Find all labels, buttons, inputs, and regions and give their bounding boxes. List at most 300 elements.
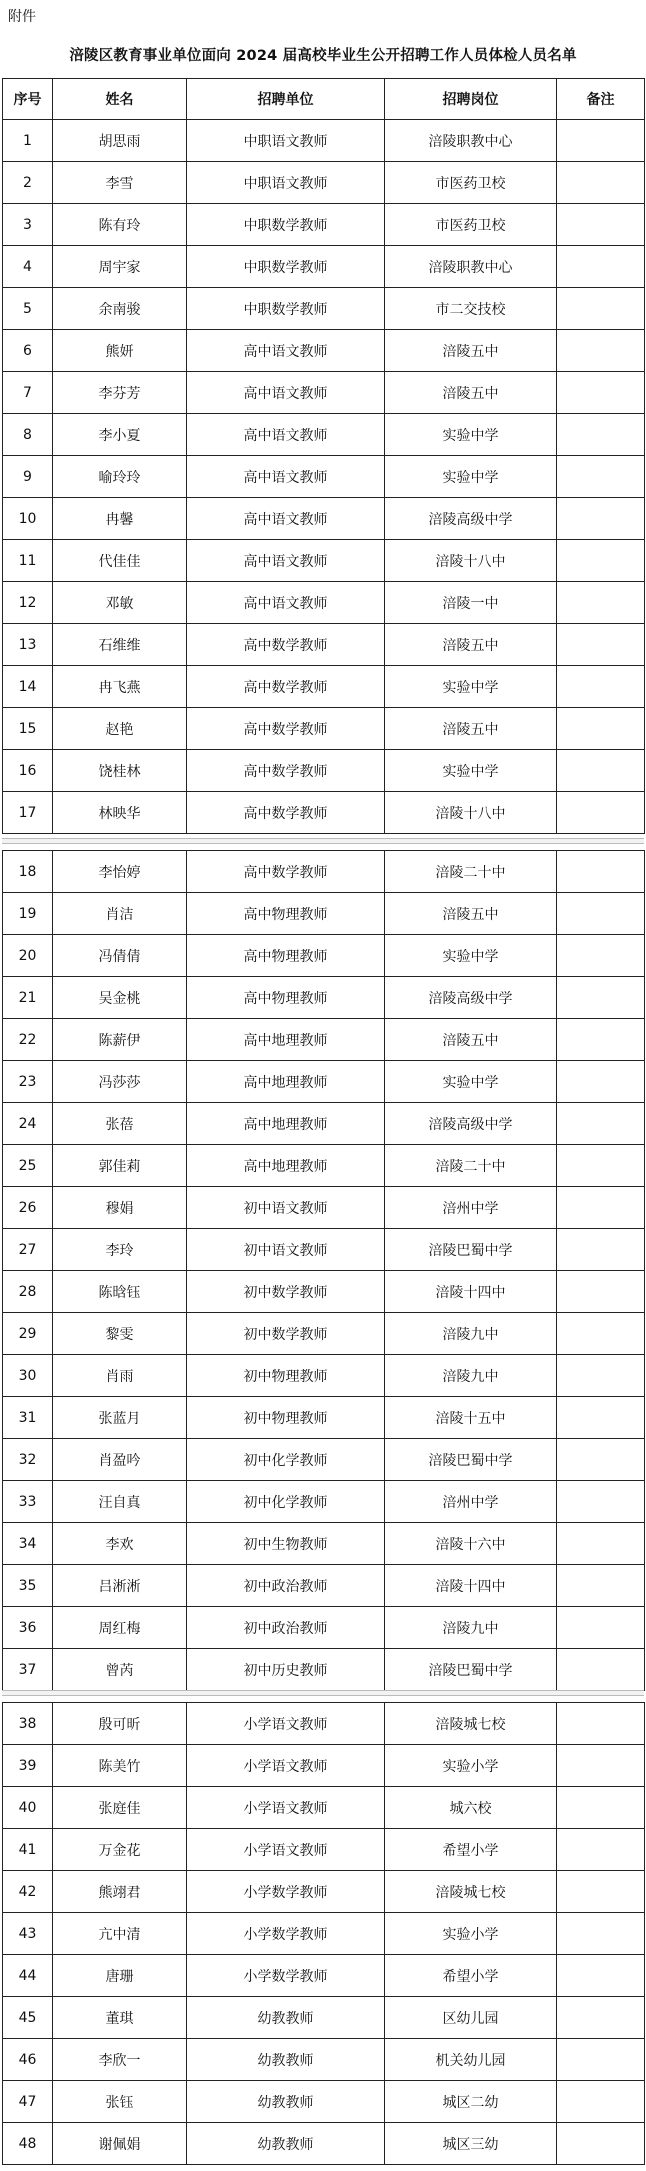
cell-post: 涪陵九中 [385, 1607, 557, 1649]
cell-unit: 高中语文教师 [187, 414, 385, 456]
cell-post: 涪陵五中 [385, 330, 557, 372]
table-row [3, 498, 645, 540]
cell-remark [557, 456, 645, 498]
cell-post: 涪陵九中 [385, 1355, 557, 1397]
cell-post: 市医药卫校 [385, 162, 557, 204]
cell-number: 40 [3, 1787, 53, 1829]
cell-name: 李芬芳 [53, 372, 187, 414]
cell-name: 李欢 [53, 1523, 187, 1565]
cell-name: 喻玲玲 [53, 456, 187, 498]
table-row [3, 1913, 645, 1955]
cell-post: 涪陵职教中心 [385, 120, 557, 162]
cell-name: 代佳佳 [53, 540, 187, 582]
cell-post: 涪陵高级中学 [385, 498, 557, 540]
cell-unit: 中职语文教师 [187, 162, 385, 204]
cell-number: 18 [3, 851, 53, 893]
cell-number: 44 [3, 1955, 53, 1997]
cell-number: 39 [3, 1745, 53, 1787]
table-row [3, 1745, 645, 1787]
cell-unit: 高中数学教师 [187, 750, 385, 792]
cell-number: 34 [3, 1523, 53, 1565]
document-title: 涪陵区教育事业单位面向 2024 届高校毕业生公开招聘工作人员体检人员名单 [69, 48, 577, 64]
cell-unit: 中职数学教师 [187, 246, 385, 288]
table-row [3, 1439, 645, 1481]
cell-remark [557, 624, 645, 666]
table-row [3, 1481, 645, 1523]
table-row [3, 1787, 645, 1829]
cell-unit: 高中语文教师 [187, 540, 385, 582]
cell-number: 11 [3, 540, 53, 582]
candidate-table [2, 78, 645, 834]
cell-post: 涪陵二十中 [385, 851, 557, 893]
cell-name: 陈晗钰 [53, 1271, 187, 1313]
cell-unit: 高中物理教师 [187, 977, 385, 1019]
cell-unit: 高中地理教师 [187, 1145, 385, 1187]
cell-unit: 初中物理教师 [187, 1397, 385, 1439]
cell-unit: 高中语文教师 [187, 456, 385, 498]
cell-remark [557, 1145, 645, 1187]
cell-remark [557, 666, 645, 708]
table-row [3, 1019, 645, 1061]
cell-name: 赵艳 [53, 708, 187, 750]
table-row [3, 246, 645, 288]
cell-remark [557, 540, 645, 582]
cell-remark [557, 2081, 645, 2123]
cell-remark [557, 204, 645, 246]
cell-number: 30 [3, 1355, 53, 1397]
cell-number: 13 [3, 624, 53, 666]
table-row [3, 708, 645, 750]
cell-name: 肖洁 [53, 893, 187, 935]
cell-name: 万金花 [53, 1829, 187, 1871]
cell-unit: 小学数学教师 [187, 1955, 385, 1997]
cell-number: 1 [3, 120, 53, 162]
cell-post: 涪陵二十中 [385, 1145, 557, 1187]
cell-post: 实验中学 [385, 1061, 557, 1103]
cell-number: 42 [3, 1871, 53, 1913]
cell-name: 李欣一 [53, 2039, 187, 2081]
table-row [3, 1145, 645, 1187]
cell-post: 涪州中学 [385, 1187, 557, 1229]
cell-unit: 初中历史教师 [187, 1649, 385, 1691]
cell-number: 7 [3, 372, 53, 414]
cell-post: 希望小学 [385, 1955, 557, 1997]
cell-unit: 初中语文教师 [187, 1229, 385, 1271]
cell-remark [557, 1955, 645, 1997]
cell-name: 陈美竹 [53, 1745, 187, 1787]
table-row [3, 330, 645, 372]
cell-post: 涪陵五中 [385, 624, 557, 666]
cell-unit: 初中生物教师 [187, 1523, 385, 1565]
table-row [3, 1829, 645, 1871]
table-row [3, 120, 645, 162]
table-row [3, 372, 645, 414]
cell-name: 邓敏 [53, 582, 187, 624]
cell-name: 冯倩倩 [53, 935, 187, 977]
page-separator [2, 838, 644, 844]
cell-remark [557, 1061, 645, 1103]
table-row [3, 1187, 645, 1229]
cell-number: 24 [3, 1103, 53, 1145]
cell-unit: 高中语文教师 [187, 330, 385, 372]
cell-name: 石维维 [53, 624, 187, 666]
cell-unit: 高中数学教师 [187, 851, 385, 893]
cell-unit: 小学语文教师 [187, 1745, 385, 1787]
cell-unit: 小学语文教师 [187, 1703, 385, 1745]
cell-remark [557, 1913, 645, 1955]
cell-post: 涪陵巴蜀中学 [385, 1439, 557, 1481]
cell-remark [557, 1229, 645, 1271]
cell-post: 涪陵城七校 [385, 1703, 557, 1745]
cell-number: 19 [3, 893, 53, 935]
cell-remark [557, 2123, 645, 2165]
cell-remark [557, 288, 645, 330]
cell-number: 17 [3, 792, 53, 834]
cell-unit: 幼教教师 [187, 2123, 385, 2165]
table-header-row [3, 79, 645, 120]
cell-post: 涪陵十四中 [385, 1565, 557, 1607]
cell-remark [557, 977, 645, 1019]
cell-post: 涪陵高级中学 [385, 977, 557, 1019]
cell-name: 林映华 [53, 792, 187, 834]
table-page-2 [2, 850, 644, 1691]
table-row [3, 414, 645, 456]
cell-remark [557, 120, 645, 162]
cell-number: 6 [3, 330, 53, 372]
cell-remark [557, 1019, 645, 1061]
cell-name: 穆娟 [53, 1187, 187, 1229]
cell-name: 亢中清 [53, 1913, 187, 1955]
cell-name: 李雪 [53, 162, 187, 204]
cell-name: 熊妍 [53, 330, 187, 372]
cell-number: 12 [3, 582, 53, 624]
cell-unit: 初中化学教师 [187, 1481, 385, 1523]
cell-number: 28 [3, 1271, 53, 1313]
cell-number: 32 [3, 1439, 53, 1481]
table-row [3, 1229, 645, 1271]
cell-remark [557, 582, 645, 624]
cell-post: 市二交技校 [385, 288, 557, 330]
cell-name: 郭佳莉 [53, 1145, 187, 1187]
table-row [3, 624, 645, 666]
cell-number: 35 [3, 1565, 53, 1607]
table-row [3, 204, 645, 246]
cell-name: 吴金桃 [53, 977, 187, 1019]
cell-name: 黎雯 [53, 1313, 187, 1355]
cell-remark [557, 372, 645, 414]
candidate-table-continued [2, 1702, 645, 2165]
cell-remark [557, 1649, 645, 1691]
cell-name: 肖盈吟 [53, 1439, 187, 1481]
cell-number: 9 [3, 456, 53, 498]
cell-remark [557, 330, 645, 372]
cell-name: 饶桂林 [53, 750, 187, 792]
table-row [3, 1271, 645, 1313]
cell-unit: 初中语文教师 [187, 1187, 385, 1229]
cell-post: 实验小学 [385, 1745, 557, 1787]
cell-number: 46 [3, 2039, 53, 2081]
table-row [3, 1997, 645, 2039]
cell-post: 实验中学 [385, 935, 557, 977]
cell-unit: 幼教教师 [187, 2081, 385, 2123]
cell-name: 李小夏 [53, 414, 187, 456]
cell-post: 涪陵十四中 [385, 1271, 557, 1313]
cell-remark [557, 162, 645, 204]
cell-unit: 中职语文教师 [187, 120, 385, 162]
table-row [3, 2081, 645, 2123]
table-row [3, 1103, 645, 1145]
cell-unit: 高中地理教师 [187, 1103, 385, 1145]
cell-post: 涪陵巴蜀中学 [385, 1229, 557, 1271]
table-row [3, 1649, 645, 1691]
cell-unit: 初中物理教师 [187, 1355, 385, 1397]
table-row [3, 1955, 645, 1997]
cell-remark [557, 1103, 645, 1145]
cell-unit: 高中数学教师 [187, 708, 385, 750]
table-row [3, 540, 645, 582]
cell-unit: 高中数学教师 [187, 666, 385, 708]
table-row [3, 288, 645, 330]
table-page-1 [2, 78, 644, 834]
cell-remark [557, 1313, 645, 1355]
cell-post: 区幼儿园 [385, 1997, 557, 2039]
cell-unit: 小学数学教师 [187, 1913, 385, 1955]
cell-remark [557, 1997, 645, 2039]
cell-number: 23 [3, 1061, 53, 1103]
table-row [3, 893, 645, 935]
cell-post: 希望小学 [385, 1829, 557, 1871]
cell-remark [557, 1871, 645, 1913]
cell-name: 汪自真 [53, 1481, 187, 1523]
table-row [3, 582, 645, 624]
cell-remark [557, 1397, 645, 1439]
cell-remark [557, 708, 645, 750]
cell-name: 肖雨 [53, 1355, 187, 1397]
cell-remark [557, 246, 645, 288]
cell-unit: 初中政治教师 [187, 1607, 385, 1649]
cell-name: 周宇家 [53, 246, 187, 288]
cell-unit: 中职数学教师 [187, 204, 385, 246]
table-row [3, 750, 645, 792]
cell-post: 涪陵高级中学 [385, 1103, 557, 1145]
cell-number: 15 [3, 708, 53, 750]
table-row [3, 2039, 645, 2081]
cell-name: 张钰 [53, 2081, 187, 2123]
page-separator [2, 1690, 644, 1696]
cell-unit: 高中物理教师 [187, 935, 385, 977]
cell-unit: 高中数学教师 [187, 624, 385, 666]
cell-name: 胡思雨 [53, 120, 187, 162]
cell-number: 36 [3, 1607, 53, 1649]
cell-number: 33 [3, 1481, 53, 1523]
cell-remark [557, 498, 645, 540]
cell-number: 8 [3, 414, 53, 456]
cell-remark [557, 1745, 645, 1787]
cell-number: 47 [3, 2081, 53, 2123]
cell-unit: 小学数学教师 [187, 1871, 385, 1913]
cell-name: 冉馨 [53, 498, 187, 540]
table-row [3, 1565, 645, 1607]
cell-remark [557, 750, 645, 792]
cell-post: 实验中学 [385, 666, 557, 708]
table-row [3, 1871, 645, 1913]
cell-number: 45 [3, 1997, 53, 2039]
header-remark: 备注 [557, 79, 645, 120]
table-row [3, 162, 645, 204]
cell-name: 李怡婷 [53, 851, 187, 893]
cell-remark [557, 1829, 645, 1871]
cell-post: 涪陵九中 [385, 1313, 557, 1355]
cell-post: 涪陵五中 [385, 1019, 557, 1061]
header-name: 姓名 [53, 79, 187, 120]
cell-number: 27 [3, 1229, 53, 1271]
cell-post: 涪陵十八中 [385, 540, 557, 582]
cell-number: 20 [3, 935, 53, 977]
cell-post: 实验中学 [385, 414, 557, 456]
header-unit: 招聘单位 [187, 79, 385, 120]
cell-name: 冉飞燕 [53, 666, 187, 708]
table-row [3, 935, 645, 977]
cell-post: 涪陵城七校 [385, 1871, 557, 1913]
cell-number: 21 [3, 977, 53, 1019]
cell-post: 涪陵五中 [385, 372, 557, 414]
cell-post: 涪陵十五中 [385, 1397, 557, 1439]
cell-remark [557, 1523, 645, 1565]
candidate-table-continued [2, 850, 645, 1691]
cell-post: 机关幼儿园 [385, 2039, 557, 2081]
cell-post: 涪陵一中 [385, 582, 557, 624]
cell-number: 2 [3, 162, 53, 204]
cell-name: 唐珊 [53, 1955, 187, 1997]
table-row [3, 1523, 645, 1565]
cell-remark [557, 851, 645, 893]
cell-unit: 高中语文教师 [187, 498, 385, 540]
cell-name: 吕淅淅 [53, 1565, 187, 1607]
cell-name: 张蓓 [53, 1103, 187, 1145]
table-row [3, 1061, 645, 1103]
table-page-3 [2, 1702, 644, 2165]
cell-unit: 中职数学教师 [187, 288, 385, 330]
cell-post: 城区三幼 [385, 2123, 557, 2165]
cell-number: 41 [3, 1829, 53, 1871]
cell-number: 43 [3, 1913, 53, 1955]
cell-remark [557, 414, 645, 456]
cell-number: 5 [3, 288, 53, 330]
cell-post: 实验中学 [385, 456, 557, 498]
table-row [3, 2123, 645, 2165]
cell-name: 张庭佳 [53, 1787, 187, 1829]
cell-unit: 高中语文教师 [187, 372, 385, 414]
table-row [3, 666, 645, 708]
cell-unit: 幼教教师 [187, 1997, 385, 2039]
cell-post: 涪陵五中 [385, 893, 557, 935]
cell-remark [557, 935, 645, 977]
table-row [3, 1397, 645, 1439]
cell-number: 26 [3, 1187, 53, 1229]
table-row [3, 792, 645, 834]
cell-number: 48 [3, 2123, 53, 2165]
cell-remark [557, 792, 645, 834]
cell-number: 16 [3, 750, 53, 792]
cell-unit: 高中地理教师 [187, 1061, 385, 1103]
cell-unit: 小学语文教师 [187, 1829, 385, 1871]
cell-name: 曾芮 [53, 1649, 187, 1691]
cell-remark [557, 1703, 645, 1745]
header-number: 序号 [3, 79, 53, 120]
cell-name: 陈有玲 [53, 204, 187, 246]
cell-name: 张蓝月 [53, 1397, 187, 1439]
cell-remark [557, 1607, 645, 1649]
table-row [3, 851, 645, 893]
header-post: 招聘岗位 [385, 79, 557, 120]
table-row [3, 1703, 645, 1745]
cell-unit: 高中地理教师 [187, 1019, 385, 1061]
cell-name: 董琪 [53, 1997, 187, 2039]
cell-post: 实验中学 [385, 750, 557, 792]
cell-name: 周红梅 [53, 1607, 187, 1649]
cell-number: 29 [3, 1313, 53, 1355]
cell-remark [557, 1439, 645, 1481]
cell-remark [557, 1355, 645, 1397]
cell-remark [557, 1787, 645, 1829]
cell-remark [557, 1481, 645, 1523]
cell-number: 37 [3, 1649, 53, 1691]
cell-post: 涪陵十八中 [385, 792, 557, 834]
cell-number: 22 [3, 1019, 53, 1061]
cell-post: 实验小学 [385, 1913, 557, 1955]
cell-name: 谢佩娟 [53, 2123, 187, 2165]
cell-post: 城六校 [385, 1787, 557, 1829]
cell-post: 城区二幼 [385, 2081, 557, 2123]
cell-name: 余南骏 [53, 288, 187, 330]
table-row [3, 456, 645, 498]
cell-unit: 高中物理教师 [187, 893, 385, 935]
cell-name: 冯莎莎 [53, 1061, 187, 1103]
cell-number: 10 [3, 498, 53, 540]
cell-post: 涪陵五中 [385, 708, 557, 750]
cell-number: 31 [3, 1397, 53, 1439]
table-row [3, 1313, 645, 1355]
cell-unit: 初中化学教师 [187, 1439, 385, 1481]
cell-remark [557, 2039, 645, 2081]
table-row [3, 1607, 645, 1649]
cell-post: 涪陵职教中心 [385, 246, 557, 288]
cell-unit: 初中数学教师 [187, 1271, 385, 1313]
cell-unit: 高中数学教师 [187, 792, 385, 834]
cell-name: 陈薪伊 [53, 1019, 187, 1061]
cell-unit: 幼教教师 [187, 2039, 385, 2081]
cell-name: 熊翊君 [53, 1871, 187, 1913]
cell-post: 市医药卫校 [385, 204, 557, 246]
table-row [3, 977, 645, 1019]
cell-name: 李玲 [53, 1229, 187, 1271]
cell-unit: 初中政治教师 [187, 1565, 385, 1607]
cell-remark [557, 1187, 645, 1229]
cell-number: 3 [3, 204, 53, 246]
cell-number: 4 [3, 246, 53, 288]
attachment-label: 附件 [8, 9, 36, 25]
table-row [3, 1355, 645, 1397]
cell-remark [557, 893, 645, 935]
cell-remark [557, 1565, 645, 1607]
cell-remark [557, 1271, 645, 1313]
cell-post: 涪陵十六中 [385, 1523, 557, 1565]
cell-number: 38 [3, 1703, 53, 1745]
cell-unit: 高中语文教师 [187, 582, 385, 624]
cell-post: 涪陵巴蜀中学 [385, 1649, 557, 1691]
cell-number: 25 [3, 1145, 53, 1187]
cell-name: 殷可昕 [53, 1703, 187, 1745]
